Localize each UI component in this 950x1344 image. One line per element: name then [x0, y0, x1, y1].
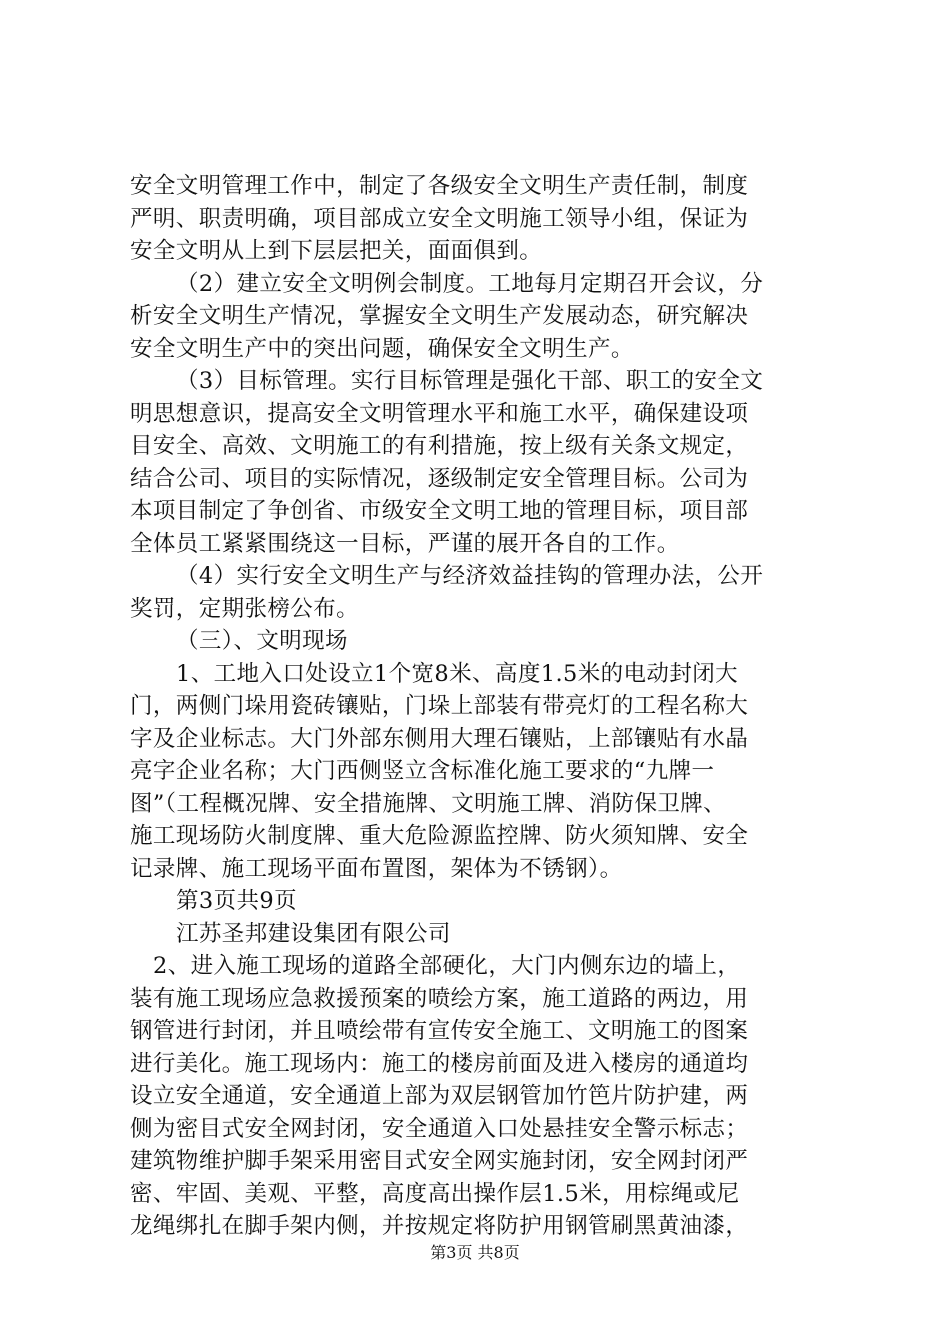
text-line: 亮字企业名称；大门西侧竖立含标准化施工要求的“九牌一	[130, 758, 715, 784]
text-line: 安全文明管理工作中，制定了各级安全文明生产责任制，制度	[130, 173, 749, 199]
text-line: 字及企业标志。大门外部东侧用大理石镶贴，上部镶贴有水晶	[130, 725, 749, 752]
text-line: （4）实行安全文明生产与经济效益挂钩的管理办法，公开	[176, 563, 764, 589]
text-line: 结合公司、项目的实际情况，逐级制定安全管理目标。公司为	[130, 465, 749, 492]
text-line: 2、进入施工现场的道路全部硬化，大门内侧东边的墙上，	[153, 953, 741, 979]
text-line: 记录牌、施工现场平面布置图，架体为不锈钢）。	[130, 855, 623, 882]
text-line: 全体员工紧紧围绕这一目标，严谨的展开各自的工作。	[130, 530, 680, 557]
text-line: 1、工地入口处设立1个宽8米、高度1.5米的电动封闭大	[176, 660, 739, 687]
text-line: 侧为密目式安全网封闭，安全通道入口处悬挂安全警示标志；	[130, 1115, 749, 1142]
text-line: 奖罚，定期张榜公布。	[130, 595, 360, 622]
text-line: 安全文明从上到下层层把关，面面俱到。	[130, 238, 543, 264]
company-name: 江苏圣邦建设集团有限公司	[176, 920, 451, 947]
text-line: 明思想意识，提高安全文明管理水平和施工水平，确保建设项	[130, 400, 749, 427]
text-line: 进行美化。施工现场内：施工的楼房前面及进入楼房的通道均	[130, 1050, 749, 1077]
text-line: （3）目标管理。实行目标管理是强化干部、职工的安全文	[176, 368, 764, 394]
page-footer: 第3页 共8页	[430, 1243, 520, 1262]
text-line: 龙绳绑扎在脚手架内侧，并按规定将防护用钢管刷黑黄油漆，	[130, 1213, 749, 1239]
text-line: 图”（工程概况牌、安全措施牌、文明施工牌、消防保卫牌、	[130, 790, 727, 817]
text-line: 析安全文明生产情况，掌握安全文明生产发展动态，研究解决	[130, 303, 749, 329]
inline-page-marker: 第3页共9页	[176, 888, 298, 914]
text-line: 本项目制定了争创省、市级安全文明工地的管理目标，项目部	[130, 498, 749, 524]
text-line: 严明、职责明确，项目部成立安全文明施工领导小组，保证为	[130, 205, 749, 232]
text-line: 设立安全通道，安全通道上部为双层钢管加竹笆片防护建，两	[130, 1083, 749, 1109]
text-line: 钢管进行封闭，并且喷绘带有宣传安全施工、文明施工的图案	[130, 1018, 749, 1044]
text-line: 施工现场防火制度牌、重大危险源监控牌、防火须知牌、安全	[130, 823, 749, 849]
text-line: 装有施工现场应急救援预案的喷绘方案，施工道路的两边，用	[130, 985, 749, 1012]
text-line: 建筑物维护脚手架采用密目式安全网实施封闭，安全网封闭严	[130, 1148, 749, 1174]
section-heading: （三）、文明现场	[176, 628, 348, 654]
text-line: 目安全、高效、文明施工的有利措施，按上级有关条文规定，	[130, 433, 749, 459]
text-line: 安全文明生产中的突出问题，确保安全文明生产。	[130, 335, 634, 362]
text-line: 密、牢固、美观、平整，高度高出操作层1.5米，用棕绳或尼	[130, 1180, 740, 1207]
document-body	[130, 170, 830, 1243]
text-line: （2）建立安全文明例会制度。工地每月定期召开会议，分	[176, 270, 764, 297]
text-line: 门，两侧门垛用瓷砖镶贴，门垛上部装有带亮灯的工程名称大	[130, 693, 749, 719]
